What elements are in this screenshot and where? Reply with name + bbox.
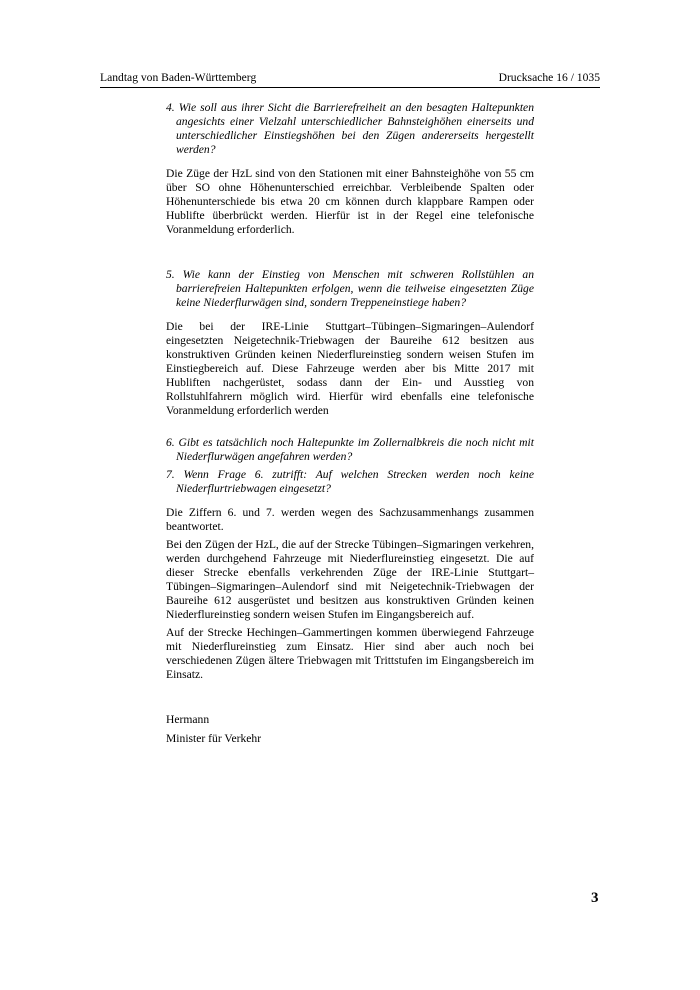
signature-name: Hermann [166,713,210,726]
answer-5: Die bei der IRE-Linie Stuttgart–Tübingen–Sigmaringen–Aulendorf eingesetzten Neigetechnik-Triebwagen der Baureihe 612 besitzen aus konstruktiven Gründen keinen Niederflureinstieg sondern weisen Stufen im Einstiegbereich auf. Diese Fahrzeuge werden aber bis Mitte 2017 mit Hubliften nachgerüstet, sodass dann der Ein- und Ausstieg von Rollstuhlfahrern möglich wird. Hierfür wird ebenfalls eine telefonische Voranmeldung erforderlich werden [166,320,534,417]
document-body [166,101,534,746]
question-4: 4. Wie soll aus ihrer Sicht die Barrierefreiheit an den besagten Haltepunkten angesichts einer Vielzahl unterschiedlicher Bahnsteighöhen einerseits und unterschiedlicher Einstiegshöhen bei den Zügen andererseits hergestellt werden? [166,101,534,156]
signature-title: Minister für Verkehr [166,732,262,745]
answer-6-7-tuebingen: Bei den Zügen der HzL, die auf der Strecke Tübingen–Sigmaringen verkehren, werden durchgehend Fahrzeuge mit Niederflureinstieg eingesetzt. Die auf dieser Strecke ebenfalls verkehrenden Züge der IRE-Linie Stuttgart–Tübingen–Sigmaringen–Aulendorf sind mit Neigetechnik-Triebwagen der Baureihe 612 ausgerüstet und besitzen aus konstruktiven Gründen keinen Niederflureinstieg sondern weisen Stufen im Eingangsbereich auf. [166,538,534,621]
page-header [100,71,600,88]
question-6: 6. Gibt es tatsächlich noch Haltepunkte im Zollernalbkreis die noch nicht mit Niederflurwägen angefahren werden? [166,436,534,463]
signature-block [166,713,534,746]
question-7: 7. Wenn Frage 6. zutrifft: Auf welchen Strecken werden noch keine Niederflurtriebwagen eingesetzt? [166,468,534,495]
header-document-number: Drucksache 16 / 1035 [498,71,600,84]
answer-4: Die Züge der HzL sind von den Stationen mit einer Bahnsteighöhe von 55 cm über SO ohne Höhenunterschied erreichbar. Verbleibende Spalten oder Höhenunterschiede bis etwa 20 cm können durch klappbare Rampen oder Hublifte überbrückt werden. Hierfür ist in der Regel eine telefonische Voranmeldung erforderlich. [166,167,534,236]
answer-6-7-hechingen: Auf der Strecke Hechingen–Gammertingen kommen überwiegend Fahrzeuge mit Niederflureinstieg zum Einsatz. Hier sind aber auch noch bei verschiedenen Zügen ältere Triebwagen mit Trittstufen im Eingangsbereich im Einsatz. [166,626,534,681]
page-number: 3 [591,890,599,906]
header-parliament: Landtag von Baden-Württemberg [100,71,257,84]
answer-6-7-intro: Die Ziffern 6. und 7. werden wegen des Sachzusammenhangs zusammen beantwortet. [166,506,534,533]
question-5: 5. Wie kann der Einstieg von Menschen mit schweren Rollstühlen an barrierefreien Haltepunkten erfolgen, wenn die teilweise eingesetzten Züge keine Niederflurwägen sind, sondern Treppeneinstiege haben? [166,268,534,309]
